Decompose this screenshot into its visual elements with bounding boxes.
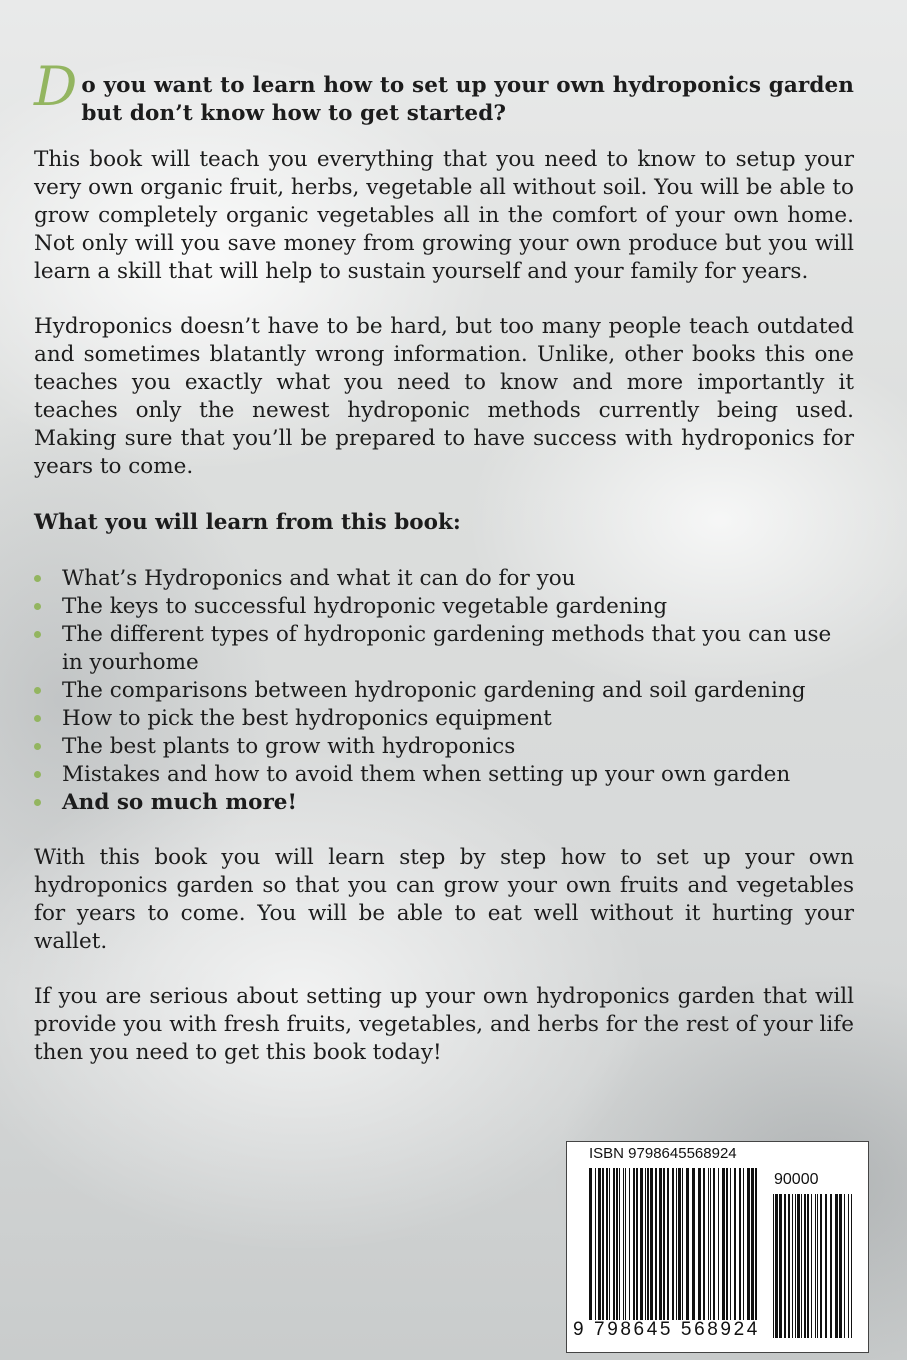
barcode-bar [801, 1194, 802, 1338]
barcode-bar [779, 1194, 782, 1338]
barcode-bar [851, 1194, 852, 1338]
barcode-bar [598, 1168, 601, 1320]
barcode-bar [595, 1168, 596, 1320]
barcode-bar [811, 1194, 812, 1338]
list-item: The keys to successful hydroponic vegetable gardening [34, 593, 854, 621]
barcode-bar [839, 1194, 842, 1338]
barcode-bar [667, 1168, 669, 1320]
price-code: 90000 [774, 1171, 819, 1188]
drop-cap: D [34, 55, 78, 118]
isbn-barcode [566, 1141, 869, 1353]
barcode-bar [676, 1168, 677, 1320]
barcode-bar [730, 1168, 731, 1320]
barcode-bar [755, 1168, 757, 1320]
barcode-bar [606, 1168, 608, 1320]
closing-paragraph-1: With this book you will learn step by step how to set up your own hydroponics garden so that you can grow your own fruits and vegetables for years to come. You will be able to eat well without it hurting your wallet. [34, 845, 854, 954]
barcode-bar [773, 1194, 774, 1338]
barcode-bar [613, 1168, 615, 1320]
barcode-bar [844, 1194, 845, 1338]
barcode-bar [609, 1168, 610, 1320]
barcode-bar [698, 1168, 701, 1320]
barcode-bar [848, 1194, 849, 1338]
barcode-bar [619, 1168, 620, 1320]
barcode-bar [625, 1168, 626, 1320]
barcode-bar [739, 1168, 741, 1320]
back-cover-text [34, 55, 854, 1067]
barcode-bar [678, 1168, 681, 1320]
barcode-bar [655, 1168, 657, 1320]
bullet-icon [34, 715, 41, 722]
list-item: The comparisons between hydroponic gardening and soil gardening [34, 677, 854, 705]
barcode-bar [835, 1194, 838, 1338]
barcode-bar [616, 1168, 618, 1320]
barcode-bar [784, 1194, 786, 1338]
barcode-bar [633, 1168, 635, 1320]
list-item: What’s Hydroponics and what it can do for you [34, 565, 854, 593]
barcode-bar [830, 1194, 832, 1338]
barcode-bar [726, 1168, 728, 1320]
barcode-bar [708, 1168, 709, 1320]
list-item: The best plants to grow with hydroponics [34, 733, 854, 761]
barcode-bar [775, 1194, 778, 1338]
barcode-bar [703, 1168, 705, 1320]
bullet-icon [34, 687, 41, 694]
bullet-icon [34, 603, 41, 610]
barcode-bar [817, 1194, 818, 1338]
barcode-bar [825, 1194, 827, 1338]
barcode-bar [722, 1168, 725, 1320]
barcode-bar [713, 1168, 715, 1320]
barcode-bar [807, 1194, 809, 1338]
barcode-bar [589, 1168, 592, 1320]
barcode-bar [718, 1168, 719, 1320]
learn-heading: What you will learn from this book: [34, 510, 461, 535]
list-item: And so much more! [34, 789, 854, 817]
closing-paragraph-2: If you are serious about setting up your own hydroponics garden that will provide you with fresh fruits, vegetables, and herbs for the rest of your life then you need to get this book today! [34, 984, 854, 1065]
description-paragraph-2: Hydroponics doesn’t have to be hard, but too many people teach outdated and sometimes blatantly wrong information. Unlike, other books this one teaches you exactly what you need to know and more importantly it teaches only the newest hydroponic methods currently being used. Making sure that you’ll be prepared to have success with hydroponics for years to come. [34, 314, 854, 479]
bullet-icon [34, 799, 41, 806]
barcode-bar [820, 1194, 822, 1338]
barcode-bar [795, 1194, 796, 1338]
barcode-bar [647, 1168, 649, 1320]
learn-list [34, 565, 854, 817]
barcode-bar [623, 1168, 624, 1320]
barcode-digits: 9 798645 568924 [573, 1319, 760, 1340]
list-item: Mistakes and how to avoid them when setting up your own garden [34, 761, 854, 789]
barcode-bar [663, 1168, 665, 1320]
barcode-bar [692, 1168, 695, 1320]
barcode-bar [804, 1194, 806, 1338]
barcode-bar [815, 1194, 816, 1338]
barcode-bar [650, 1168, 653, 1320]
barcode-bar [645, 1168, 646, 1320]
barcode-bar [672, 1168, 674, 1320]
barcode-bar [792, 1194, 793, 1338]
list-item: The different types of hydroponic gardening methods that you can use in yourhome [34, 621, 854, 677]
description-paragraph-1: This book will teach you everything that you need to know to setup your very own organic fruit, herbs, vegetable all without soil. You will be able to grow completely organic vegetables all in the comfort of your own home. Not only will you save money from growing your own produce but you will learn a skill that will help to sustain yourself and your family for years. [34, 147, 854, 284]
barcode-bar [682, 1168, 683, 1320]
barcode-bar [734, 1168, 736, 1320]
barcode-bar [629, 1168, 630, 1320]
barcode-bar [751, 1168, 754, 1320]
isbn-label: ISBN 9798645568924 [589, 1145, 737, 1162]
bullet-icon [34, 575, 41, 582]
barcode-bar [602, 1168, 604, 1320]
bullet-icon [34, 771, 41, 778]
barcode-bar [636, 1168, 638, 1320]
barcode-bar [686, 1168, 689, 1320]
barcode-bar [659, 1168, 662, 1320]
bullet-icon [34, 743, 41, 750]
barcode-bar [640, 1168, 643, 1320]
barcode-bar [788, 1194, 790, 1338]
barcode-bar [747, 1168, 750, 1320]
bullet-icon [34, 631, 41, 638]
barcode-bar [710, 1168, 711, 1320]
intro-question [34, 55, 854, 128]
barcode-bar [797, 1194, 800, 1338]
barcode-bar [743, 1168, 744, 1320]
intro-text: o you want to learn how to set up your own hydroponics garden but don’t know how to get started? [81, 73, 854, 126]
list-item: How to pick the best hydroponics equipment [34, 705, 854, 733]
